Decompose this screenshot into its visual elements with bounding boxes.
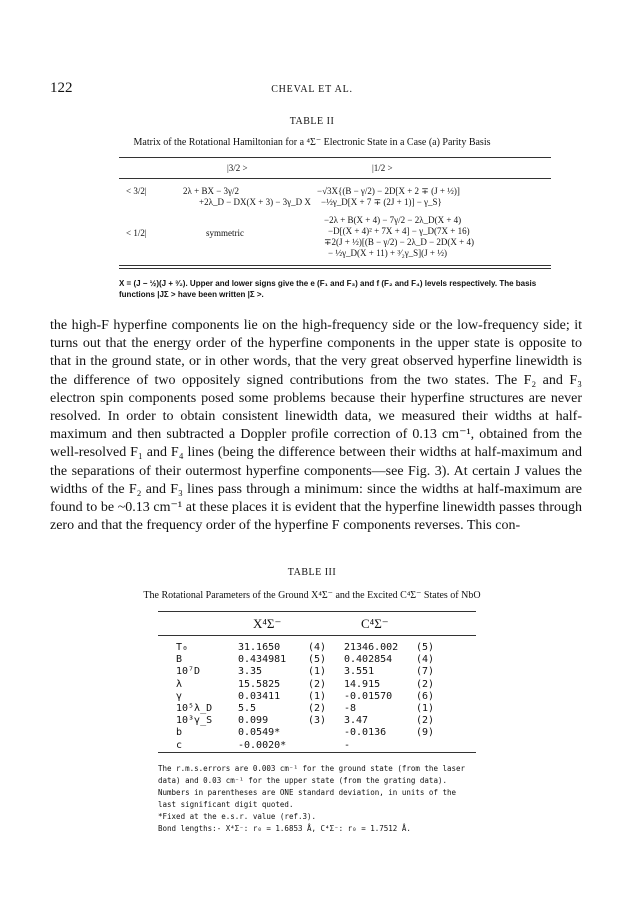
table3-c-error: (5) (416, 642, 435, 653)
table2-col-header-1-2: |1/2 > (372, 163, 393, 173)
table3-x-error: (5) (308, 654, 327, 666)
table3-x-value: 0.434981 (238, 654, 287, 666)
table3-param: b (176, 727, 183, 739)
table3-bottom-rule (158, 752, 476, 753)
table3-notes (158, 763, 478, 835)
table3-x-error: (1) (308, 666, 327, 678)
table3-param: γ (176, 690, 183, 702)
table2-caption: Matrix of the Rotational Hamiltonian for a ⁴Σ⁻ Electronic State in a Case (a) Parity Basis (133, 137, 491, 148)
table3-param: T₀ (176, 642, 189, 653)
page-number: 122 (50, 80, 73, 96)
table3-x-error: (4) (308, 642, 327, 653)
table2-row2-col1: symmetric (206, 228, 244, 238)
table2-row1-col2-line2: −½γ_D[X + 7 ∓ (2J + 1)] − γ_S} (321, 197, 442, 207)
table3-col-header-c: C⁴Σ⁻ (361, 616, 389, 631)
body-paragraph-text: the high-F hyperfine components lie on the high-frequency side or the low-frequency side; it turns out that the energy order of the hyperfine components in the upper state is opposite to that in the ground state, or in other words, that the very great observed hyperfine linewidth is the difference of two oppositely signed contributions from the two states. The F₂ and F₃ electron spin components posed some problems because their hyperfine structures are never resolved. In order to obtain consistent linewidth data, we measured their widths at half-maximum and then subtracted a Doppler profile correction of 0.13 cm⁻¹, obtained from the well-resolved F₁ and F₄ lines (being the difference between their widths at half-maximum and the separations of their outermost hyperfine components—see Fig. 3). At certain J values the widths of the F₂ and F₃ lines pass through a minimum: since the widths at half-maximum are found to be ~0.13 cm⁻¹ at these places it is evident that the hyperfine linewidth passes through zero and that the frequency order of the hyperfine F components reverses. This con- (50, 318, 582, 534)
table3-c-error: (9) (416, 727, 435, 739)
table3-param: c (176, 739, 183, 751)
table2-top-rule (119, 157, 551, 158)
table3-x-value: -0.0020* (238, 739, 287, 751)
table3-x-error: (3) (308, 715, 327, 727)
table3-c-value: 3.551 (344, 666, 375, 678)
table3-param: 10³γ_S (176, 715, 213, 727)
table3-note: *Fixed at the e.s.r. value (ref.3). (158, 812, 317, 821)
table3-x-error: (1) (308, 690, 327, 702)
table3-x-value: 15.5825 (238, 678, 281, 690)
table2-row1-col1-line2: +2λ_D − DX(X + 3) − 3γ_D X (199, 197, 311, 207)
table2-row2-col2-line4: − ½γ_D(X + 11) + ³⁄₂γ_S](J + ½) (328, 248, 448, 258)
table3-param: B (176, 654, 183, 666)
table3-c-error: (2) (416, 678, 435, 690)
table2-footnote: X = (J − ½)(J + ³⁄₂). Upper and lower signs give the e (F₁ and F₃) and f (F₂ and F₄) levels respectively. The basis functions |JΣ > have been written |Σ >. (119, 279, 537, 299)
table3-row (158, 740, 476, 756)
table2-row1-col2-line1: −√3X{(B − γ/2) − 2D[X + 2 ∓ (J + ½)] (317, 186, 460, 196)
running-title: CHEVAL ET AL. (271, 84, 353, 95)
table3-top-rule (158, 611, 476, 612)
table2-bottom-rule-2 (119, 268, 551, 269)
table2-row1-label: < 3/2| (126, 186, 147, 196)
table3-header-rule (158, 635, 476, 636)
table3-c-value: 0.402854 (344, 654, 393, 666)
table3-x-value: 31.1650 (238, 642, 281, 653)
table3-x-value: 0.03411 (238, 690, 281, 702)
body-paragraph (50, 317, 582, 535)
table3-x-value: 3.35 (238, 666, 263, 678)
table3-c-error: (2) (416, 715, 435, 727)
table3-note: The r.m.s.errors are 0.003 cm⁻¹ for the ground state (from the laser (158, 764, 466, 773)
table3-c-value: -8 (344, 703, 357, 714)
table3-c-value: -0.01570 (344, 690, 393, 702)
table3-c-error: (7) (416, 666, 435, 678)
table2-header-rule (119, 178, 551, 179)
table2-row2-label: < 1/2| (126, 228, 147, 238)
table3-x-value: 0.0549* (238, 727, 281, 739)
table3-param: 10⁷D (176, 666, 201, 678)
table3-x-value: 5.5 (238, 703, 257, 714)
table2-col-header-3-2: |3/2 > (227, 163, 248, 173)
table3-note: data) and 0.03 cm⁻¹ for the upper state (from the grating data). (158, 776, 447, 785)
table2-row2-col2-line1: −2λ + B(X + 4) − 7γ/2 − 2λ_D(X + 4) (324, 215, 462, 225)
table3-x-error: (2) (308, 703, 327, 714)
table3-caption: The Rotational Parameters of the Ground X⁴Σ⁻ and the Excited C⁴Σ⁻ States of NbO (143, 590, 481, 601)
table3-c-error: (1) (416, 703, 435, 714)
table3-c-value: 3.47 (344, 715, 369, 727)
table3-c-value: - (344, 739, 351, 751)
table2-bottom-rule-1 (119, 265, 551, 266)
table3-param: 10⁵λ_D (176, 703, 213, 714)
table3-c-value: 14.915 (344, 678, 381, 690)
table3-c-error: (6) (416, 690, 435, 702)
table3-x-error: (2) (308, 678, 327, 690)
table3-note: Numbers in parentheses are ONE standard deviation, in units of the (158, 788, 457, 797)
table3-c-value: -0.0136 (344, 727, 387, 739)
table2-row2-col2-line3: ∓2(J + ½)[(B − γ/2) − 2λ_D − 2D(X + 4) (324, 237, 474, 247)
table3-param: λ (176, 678, 183, 690)
table3-c-error: (4) (416, 654, 435, 666)
table3-x-value: 0.099 (238, 715, 269, 727)
table3-c-value: 21346.002 (344, 642, 399, 653)
table3-label: TABLE III (287, 567, 337, 578)
table2-row2-col2-line2: −D[(X + 4)² + 7X + 4] − γ_D(7X + 16) (328, 226, 470, 236)
table3-note: Bond lengths:- X⁴Σ⁻: r₀ = 1.6853 Å, C⁴Σ⁻: r₀ = 1.7512 Å. (158, 824, 411, 833)
table3-note: last significant digit quoted. (158, 800, 294, 809)
table2-label: TABLE II (289, 116, 335, 127)
table3-col-header-x: X⁴Σ⁻ (253, 616, 282, 631)
table2-row1-col1-line1: 2λ + BX − 3γ/2 (183, 186, 239, 196)
